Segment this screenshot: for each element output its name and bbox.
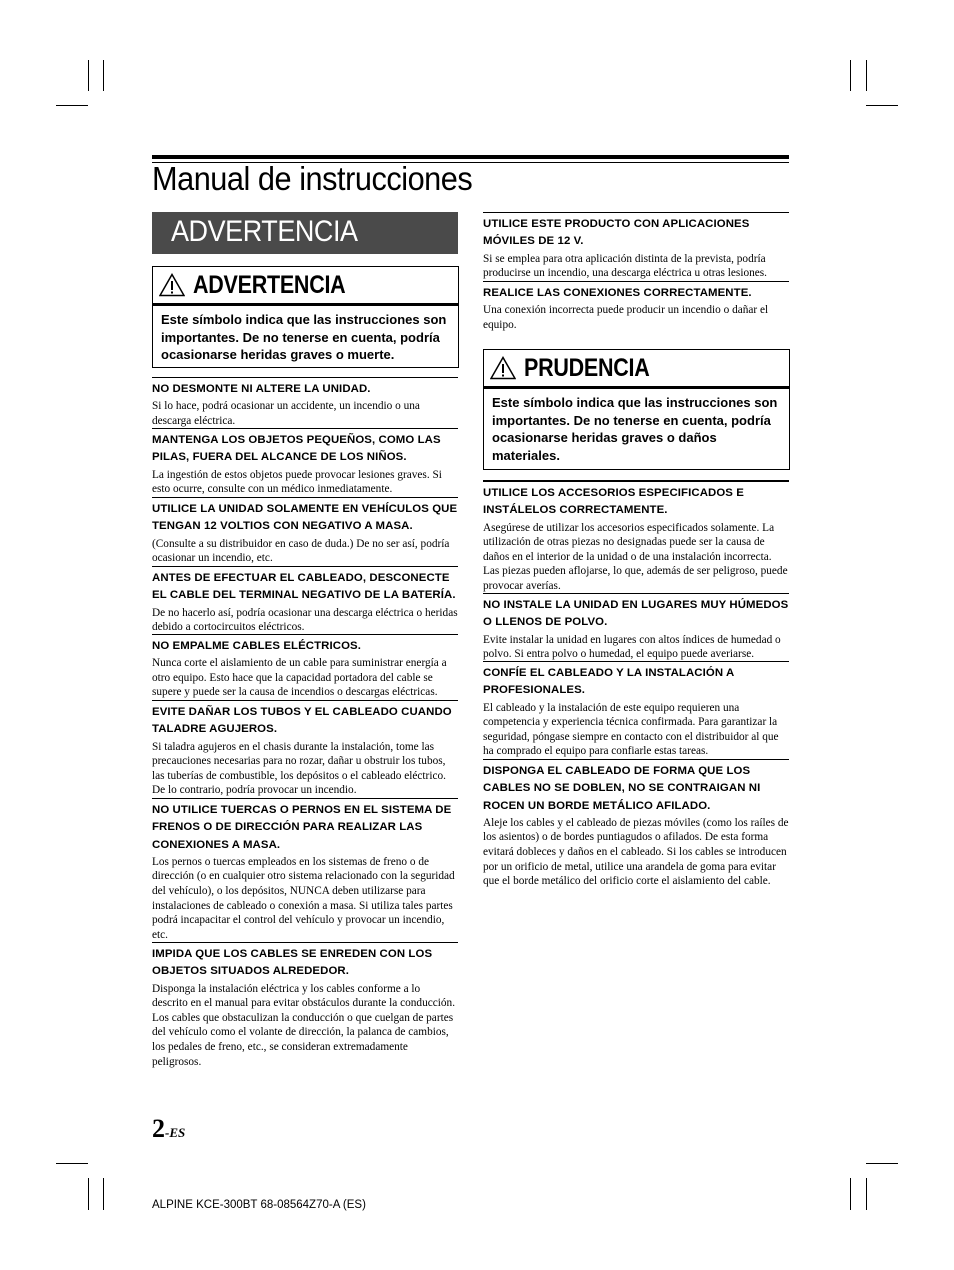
caution-text: Este símbolo indica que las instrucciones son importantes. De no tenerse en cuenta, podría ocasionarse heridas graves o daños materiales. xyxy=(492,395,778,463)
section-body: El cableado y la instalación de este equipo requieren una competencia y experiencia técnica confirmada. Para garantizar la seguridad, póngase siempre en contacto con el distribuidor al que ha comprado el equipo para confiarle estas tareas. xyxy=(483,701,779,758)
caution-label: PRUDENCIA xyxy=(524,353,650,382)
section-body: Los pernos o tuercas empleados en los sistemas de freno o de dirección (o en cualquier otro sistema relacionado con la seguridad del vehículo), o los depósitos, NUNCA deben utilizarse para instalaciones de cableado o conexión a masa. Si utiliza tales partes podrá incapacitar el control del vehículo y provocar un incendio, etc. xyxy=(152,855,455,941)
section-item xyxy=(152,700,458,798)
section-item xyxy=(152,566,458,635)
section-heading: CONFÍE EL CABLEADO Y LA INSTALACIÓN A PROFESIONALES. xyxy=(483,667,734,697)
page-number xyxy=(152,1114,185,1144)
warning-triangle-icon xyxy=(490,356,516,380)
section-body: Disponga la instalación eléctrica y los cables conforme a lo descrito en el manual para evitar obstáculos durante la conducción. Los cables que obstaculizan la conducción o que cuelgan de partes del vehículo como el volante de dirección, la palanca de cambios, los pedales de freno, etc., se consideran extremadamente peligrosos. xyxy=(152,982,456,1068)
caution-box xyxy=(483,349,790,470)
section-item xyxy=(152,377,458,428)
caution-box-header xyxy=(484,350,789,389)
section-item xyxy=(152,942,458,1069)
page-number-suffix: -ES xyxy=(165,1125,186,1140)
section-heading: UTILICE LOS ACCESORIOS ESPECIFICADOS E INSTÁLELOS CORRECTAMENTE. xyxy=(483,487,744,517)
section-heading: EVITE DAÑAR LOS TUBOS Y EL CABLEADO CUANDO TALADRE AGUJEROS. xyxy=(152,706,452,736)
warning-triangle-icon xyxy=(159,273,185,297)
section-heading: REALICE LAS CONEXIONES CORRECTAMENTE. xyxy=(483,287,752,299)
section-body: Si lo hace, podrá ocasionar un accidente, un incendio o una descarga eléctrica. xyxy=(152,400,420,427)
section-heading: UTILICE ESTE PRODUCTO CON APLICACIONES MÓVILES DE 12 V. xyxy=(483,218,750,248)
section-item xyxy=(483,661,789,759)
section-item xyxy=(483,480,789,594)
section-heading: UTILICE LA UNIDAD SOLAMENTE EN VEHÍCULOS QUE TENGAN 12 VOLTIOS CON NEGATIVO A MASA. xyxy=(152,503,458,533)
section-body: La ingestión de estos objetos puede provocar lesiones graves. Si esto ocurre, consulte con un médico inmediatamente. xyxy=(152,468,442,496)
section-body: Asegúrese de utilizar los accesorios especificados solamente. La utilización de otras piezas no designadas puede ser la causa de daños en el interior de la unidad o de una instalación incorrecta. Las piezas pueden aflojarse, lo que, además de ser peligroso, puede provocar averías. xyxy=(483,521,788,592)
section-item xyxy=(152,497,458,566)
warning-text: Este símbolo indica que las instrucciones son importantes. De no tenerse en cuenta, podría ocasionarse heridas graves o muerte. xyxy=(161,312,447,363)
section-heading: IMPIDA QUE LOS CABLES SE ENREDEN CON LOS OBJETOS SITUADOS ALREDEDOR. xyxy=(152,948,433,978)
section-heading: NO INSTALE LA UNIDAD EN LUGARES MUY HÚMEDOS O LLENOS DE POLVO. xyxy=(483,599,789,629)
section-body: Aleje los cables y el cableado de piezas móviles (como los raíles de los asientos) o de bordes puntiagudos o afilados. De esta forma evitará dobleces y daños en el cableado. Si los cables se introducen por un orificio de metal, utilice una arandela de goma para evitar que el borde metálico del orificio corte el aislamiento del cable. xyxy=(483,816,789,888)
page-number-value: 2 xyxy=(152,1114,165,1143)
section-heading: NO UTILICE TUERCAS O PERNOS EN EL SISTEMA DE FRENOS O DE DIRECCIÓN PARA REALIZAR LAS CONEXIONES A MASA. xyxy=(152,804,452,851)
section-heading: MANTENGA LOS OBJETOS PEQUEÑOS, COMO LAS PILAS, FUERA DEL ALCANCE DE LOS NIÑOS. xyxy=(152,434,441,464)
section-body: (Consulte a su distribuidor en caso de duda.) De no ser así, podría ocasionar un incendio, etc. xyxy=(152,537,450,565)
section-body: Nunca corte el aislamiento de un cable para suministrar energía a otro equipo. Esto hace que la capacidad portadora del cable se supere y puede ser la causa de incendios o descargas eléctricas. xyxy=(152,657,447,699)
section-heading: DISPONGA EL CABLEADO DE FORMA QUE LOS CABLES NO SE DOBLEN, NO SE CONTRAIGAN NI ROCEN UN BORDE METÁLICO AFILADO. xyxy=(483,765,761,812)
section-heading: NO DESMONTE NI ALTERE LA UNIDAD. xyxy=(152,383,371,395)
section-item xyxy=(152,634,458,700)
section-item xyxy=(483,593,789,662)
section-item xyxy=(483,212,789,281)
section-item xyxy=(483,759,789,889)
section-item xyxy=(152,798,458,942)
section-banner: ADVERTENCIA xyxy=(152,212,458,254)
section-body: Evite instalar la unidad en lugares con altos índices de humedad o polvo. Si entra polvo o humedad, el equipo puede averiarse. xyxy=(483,633,781,661)
section-body: De no hacerlo así, podría ocasionar una descarga eléctrica o heridas debido a cortocircuitos eléctricos. xyxy=(152,606,458,634)
footer-model-code: ALPINE KCE-300BT 68-08564Z70-A (ES) xyxy=(152,1199,366,1211)
section-body: Si taladra agujeros en el chasis durante la instalación, tome las precauciones necesarias para no rozar, dañar u obstruir los tubos, las tuberías de combustible, los depósitos o el cableado eléctrico. De lo contrario, podría provocar un incendio. xyxy=(152,740,446,797)
page-title: Manual de instrucciones xyxy=(152,160,473,197)
warning-box xyxy=(152,266,459,368)
warning-box-header xyxy=(153,267,458,306)
warning-label: ADVERTENCIA xyxy=(193,270,346,299)
section-body: Una conexión incorrecta puede producir un incendio o dañar el equipo. xyxy=(483,304,769,331)
section-item xyxy=(152,428,458,497)
section-item xyxy=(483,281,789,332)
section-heading: ANTES DE EFECTUAR EL CABLEADO, DESCONECTE EL CABLE DEL TERMINAL NEGATIVO DE LA BATERÍA. xyxy=(152,572,456,602)
section-heading: NO EMPALME CABLES ELÉCTRICOS. xyxy=(152,640,361,652)
section-body: Si se emplea para otra aplicación distinta de la prevista, podría producirse un incendio, una descarga eléctrica u otras lesiones. xyxy=(483,252,767,280)
